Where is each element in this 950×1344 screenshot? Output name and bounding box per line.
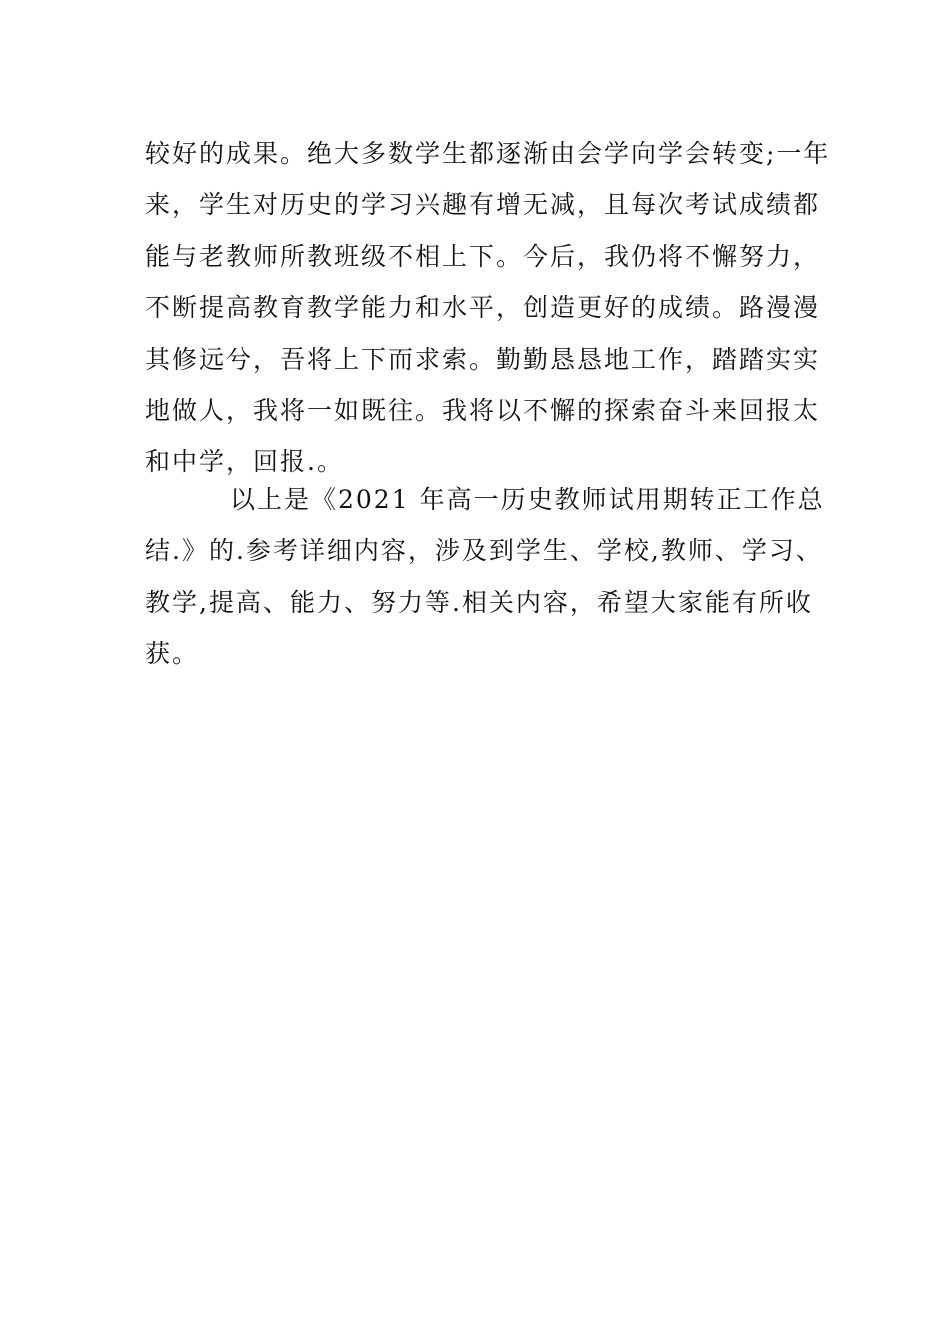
paragraph-line: 教学,提高、能力、努力等.相关内容，希望大家能有所收 bbox=[145, 587, 813, 617]
body-paragraph bbox=[145, 128, 831, 488]
paragraph-line: 不断提高教育教学能力和水平，创造更好的成绩。路漫漫 bbox=[145, 293, 821, 323]
paragraph-line: 来，学生对历史的学习兴趣有增无减，且每次考试成绩都 bbox=[145, 190, 821, 220]
paragraph-line: 较好的成果。绝大多数学生都逐渐由会学向学会转变;一年 bbox=[145, 139, 831, 168]
paragraph-line: 能与老教师所教班级不相上下。今后，我仍将不懈努力， bbox=[145, 241, 821, 271]
paragraph-line: 结.》的.参考详细内容，涉及到学生、学校,教师、学习、 bbox=[145, 536, 823, 566]
paragraph-line: 地做人，我将一如既往。我将以不懈的探索奋斗来回报太 bbox=[145, 395, 821, 425]
paragraph-line: 以上是《2021 年高一历史教师试用期转正工作总 bbox=[230, 485, 825, 514]
paragraph-line: 其修远兮，吾将上下而求索。勤勤恳恳地工作，踏踏实实 bbox=[145, 344, 821, 374]
paragraph-line: 获。 bbox=[145, 639, 200, 669]
paragraph-line: 和中学，回报.。 bbox=[145, 447, 344, 477]
summary-paragraph bbox=[145, 474, 825, 680]
